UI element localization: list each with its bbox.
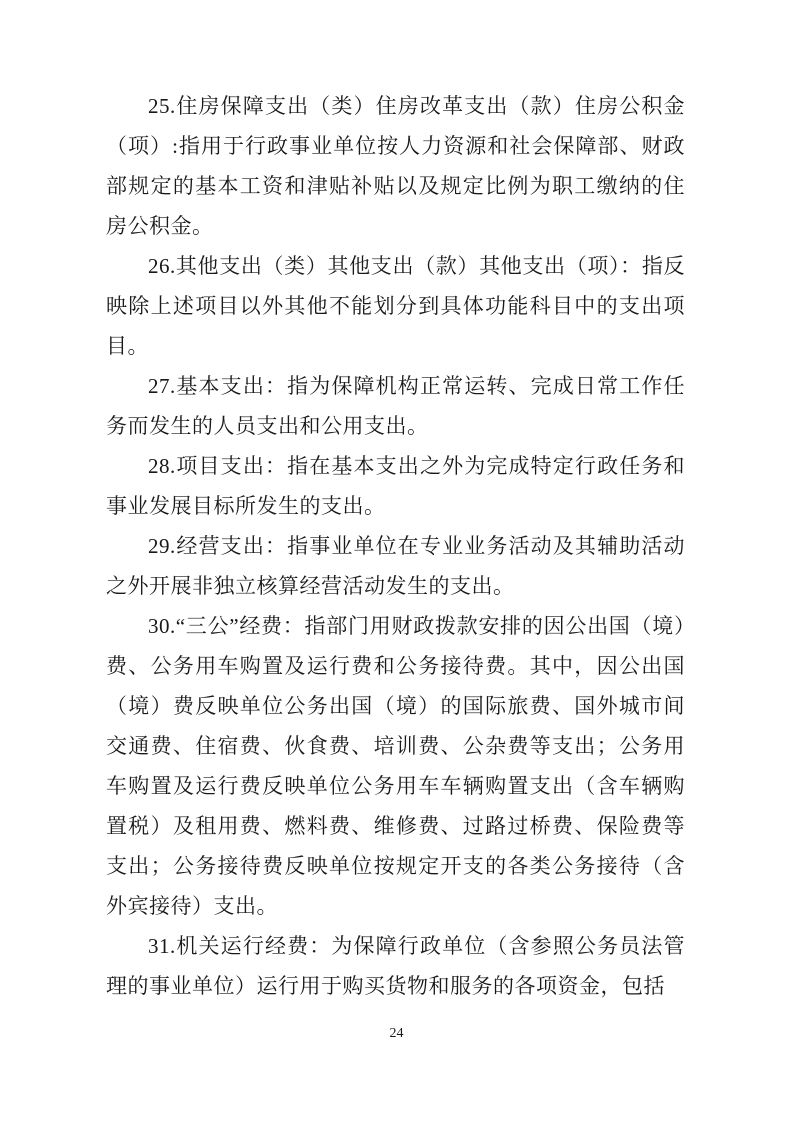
paragraph-30-three-public-funds: 30.“三公”经费：指部门用财政拨款安排的因公出国（境）费、公务用车购置及运行费和公务接待费。其中，因公出国（境）费反映单位公务出国（境）的国际旅费、国外城市间交通费、住宿费、伙食费、培训费、公杂费等支出；公务用车购置及运行费反映单位公务用车车辆购置支出（含车辆购置税）及租用费、燃料费、维修费、过路过桥费、保险费等支出；公务接待费反映单位按规定开支的各类公务接待（含外宾接待）支出。 — [106, 614, 685, 918]
page-number: 24 — [389, 1026, 404, 1041]
paragraph-27-basic-expenditure: 27.基本支出：指为保障机构正常运转、完成日常工作任务而发生的人员支出和公用支出。 — [106, 374, 685, 438]
paragraph-31-agency-operating-funds: 31.机关运行经费：为保障行政单位（含参照公务员法管理的事业单位）运行用于购买货物和服务的各项资金，包括 — [106, 934, 685, 998]
paragraph-28-project-expenditure: 28.项目支出：指在基本支出之外为完成特定行政任务和事业发展目标所发生的支出。 — [106, 454, 685, 518]
paragraph-25-housing-security-expenditure: 25.住房保障支出（类）住房改革支出（款）住房公积金（项）:指用于行政事业单位按人力资源和社会保障部、财政部规定的基本工资和津贴补贴以及规定比例为职工缴纳的住房公积金。 — [106, 94, 685, 238]
document-body — [106, 86, 685, 1006]
paragraph-26-other-expenditure: 26.其他支出（类）其他支出（款）其他支出（项）：指反映除上述项目以外其他不能划分到具体功能科目中的支出项目。 — [106, 254, 685, 358]
paragraph-29-operating-expenditure: 29.经营支出：指事业单位在专业业务活动及其辅助活动之外开展非独立核算经营活动发生的支出。 — [106, 534, 685, 598]
